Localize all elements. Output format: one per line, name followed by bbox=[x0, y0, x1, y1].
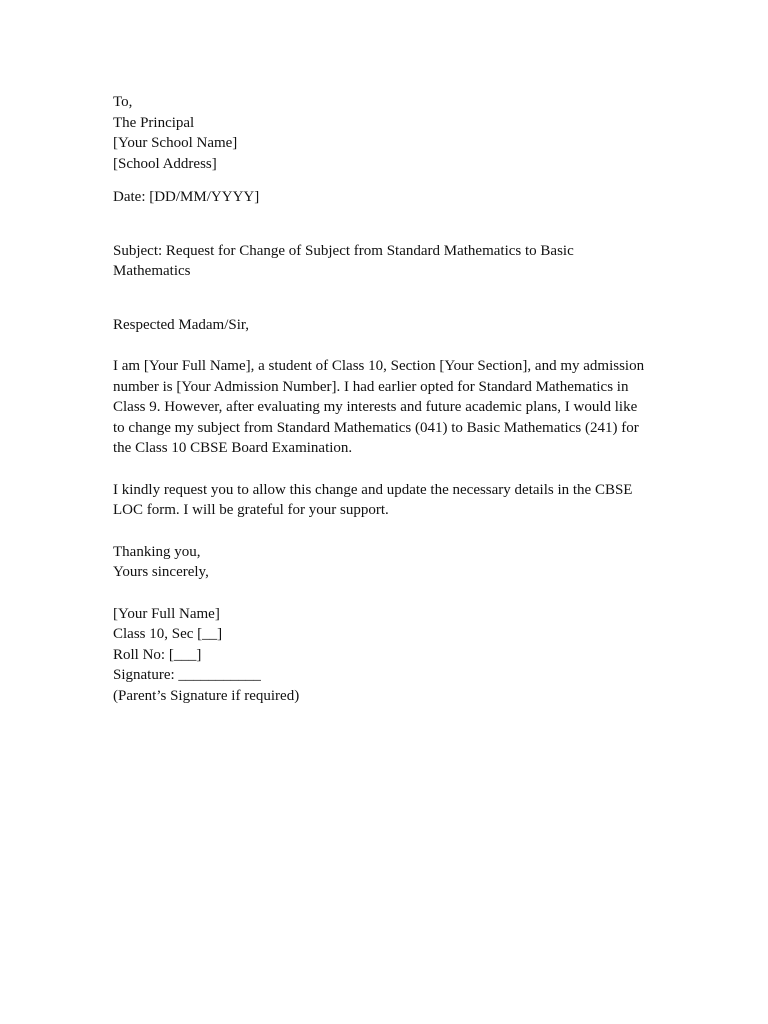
body1-line: number is [Your Admission Number]. I had earlier opted for Standard Mathematics in bbox=[113, 378, 629, 395]
body1-line: the Class 10 CBSE Board Examination. bbox=[113, 440, 353, 456]
subject-line-2: Mathematics bbox=[113, 263, 191, 279]
signature-class-sec: Class 10, Sec [__] bbox=[113, 626, 223, 642]
parent-signature-note: (Parent’s Signature if required) bbox=[113, 687, 300, 704]
body1-line: I am [Your Full Name], a student of Class 10, Section [Your Section], and my admission bbox=[113, 358, 645, 374]
recipient-school-address: [School Address] bbox=[113, 155, 217, 172]
closing-thanks: Thanking you, bbox=[113, 543, 201, 560]
letter-body bbox=[113, 92, 658, 706]
signature-line: Signature: ___________ bbox=[113, 667, 261, 683]
body-paragraph-2 bbox=[113, 480, 658, 521]
subject-block bbox=[113, 241, 658, 282]
date-line bbox=[113, 187, 658, 208]
body2-line: I kindly request you to allow this change and update the necessary details in the CBSE bbox=[113, 481, 633, 498]
body1-line: Class 9. However, after evaluating my interests and future academic plans, I would like bbox=[113, 399, 638, 415]
recipient-block bbox=[113, 92, 658, 174]
closing-sign-off: Yours sincerely, bbox=[113, 564, 209, 580]
body1-line: to change my subject from Standard Mathematics (041) to Basic Mathematics (241) for bbox=[113, 419, 639, 436]
recipient-title: The Principal bbox=[113, 114, 195, 131]
signature-name: [Your Full Name] bbox=[113, 605, 220, 622]
salutation-text: Respected Madam/Sir, bbox=[113, 316, 250, 333]
signature-block bbox=[113, 604, 658, 707]
signature-roll-no: Roll No: [___] bbox=[113, 646, 202, 663]
subject-line-1: Subject: Request for Change of Subject from Standard Mathematics to Basic bbox=[113, 242, 574, 259]
body-paragraph-1 bbox=[113, 356, 658, 459]
date-text: Date: [DD/MM/YYYY] bbox=[113, 189, 260, 205]
closing-block bbox=[113, 542, 658, 583]
recipient-school-name: [Your School Name] bbox=[113, 135, 238, 151]
recipient-to: To, bbox=[113, 94, 133, 110]
salutation bbox=[113, 315, 658, 336]
body2-line: LOC form. I will be grateful for your support. bbox=[113, 502, 389, 518]
